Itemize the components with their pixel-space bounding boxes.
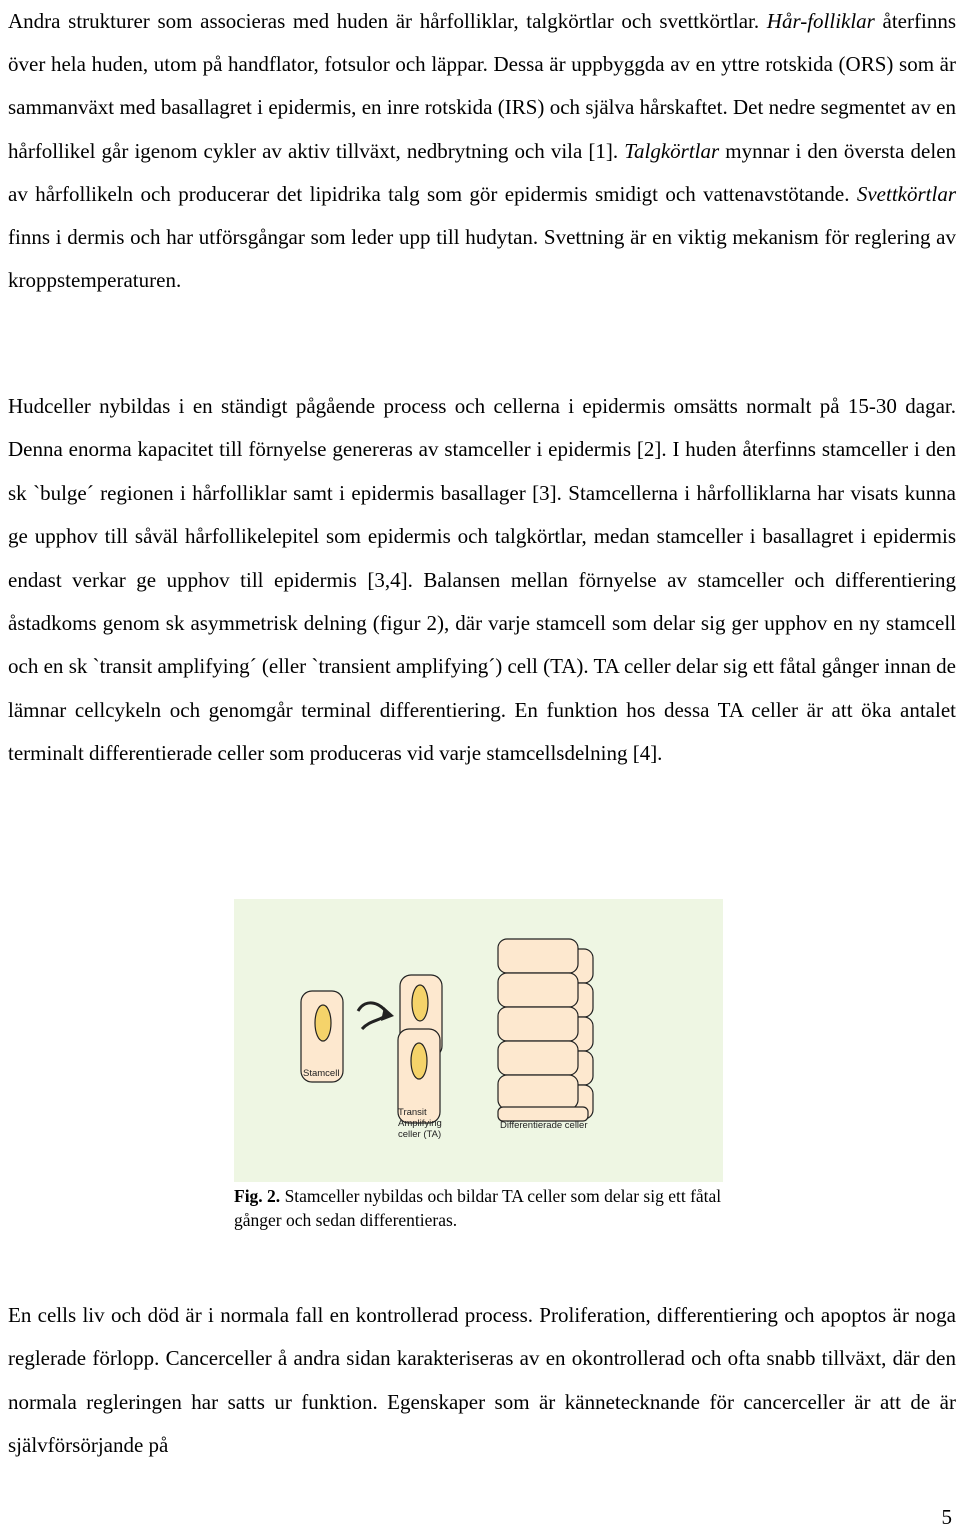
label-transit-amplifying: Transit Amplifying celler (TA) [398, 1107, 442, 1140]
cell-diagram [234, 899, 723, 1182]
figure-asymmetric-division [234, 899, 723, 1182]
term-sebaceous-glands: Talgkörtlar [624, 138, 720, 163]
differentiated-cell-stack [498, 939, 593, 1121]
term-sweat-glands: Svettkörtlar [856, 181, 956, 206]
p1-sentence-2: återfinns över hela huden, utom på handflator, fotsulor och läppar. Dessa är uppbyggda av en yttre rotskida (ORS) som är sammanväxt med basallagret i epidermis, en inre rotskida (IRS) och själva hårskaftet. [8, 9, 957, 120]
figure-caption [234, 1184, 734, 1232]
paragraph-stem-cells: Hudceller nybildas i en ständigt pågående process och cellerna i epidermis omsätts normalt på 15-30 dagar. Denna enorma kapacitet till förnyelse genereras av stamceller i epidermis [2]. I huden återfinns stamceller i den sk `bulge´ regionen i hårfolliklar samt i epidermis basallager [3]. Stamcellerna i hårfolliklarna har visats kunna ge upphov till såväl hårfollikelepitel som epidermis och talgkörtlar, medan stamceller i basallagret i epidermis endast verkar ge upphov till epidermis [3,4]. Balansen mellan förnyelse av stamceller och differentiering åstadkoms genom sk asymmetrisk delning (figur 2), där varje stamcell som delar sig ger upphov en ny stamcell och en sk `transit amplifying´ (eller `transient amplifying´) cell (TA). TA celler delar sig ett fåtal gånger innan de lämnar cellcykeln och genomgår terminal differentiering. En funktion hos dessa TA celler är att öka antalet terminalt differentierade celler som produceras vid varje stamcellsdelning [4]. [8, 394, 956, 766]
label-stem-cell: Stamcell [303, 1068, 340, 1079]
p1-sentence-3: Det nedre segmentet av en hårfollikel går igenom cykler av aktiv tillväxt, nedbrytning och vila [1]. [8, 95, 956, 163]
page-number: 5 [941, 1505, 952, 1529]
paragraph-skin-structures [8, 0, 956, 302]
term-hair-follicles: Hår-folliklar [766, 9, 875, 33]
caption-label: Fig. 2. [234, 1186, 281, 1206]
label-differentiated-cells: Differentierade celler [500, 1120, 588, 1131]
p1-sentence-4: mynnar i den översta delen av hårfollikeln och producerar det lipidrika talg som gör epidermis smidigt och vattenavstötande. [8, 138, 957, 206]
caption-text: Stamceller nybildas och bildar TA celler som delar sig ett fåtal gånger och sedan differentieras. [234, 1186, 722, 1230]
p1-sentence-5: finns i dermis och har utförsgångar som leder upp till hudytan. Svettning är en viktig mekanism för reglering av kroppstemperaturen. [8, 225, 956, 293]
division-arrow [358, 1003, 394, 1029]
p1-sentence-1: Andra strukturer som associeras med huden är hårfolliklar, talgkörtlar och svettkörtlar. [8, 9, 760, 33]
paragraph-cancer-cells: En cells liv och död är i normala fall en kontrollerad process. Proliferation, differentiering och apoptos är noga reglerade förlopp. Cancerceller å andra sidan karakteriseras av en okontrollerad och ofta snabb tillväxt, där den normala regleringen har satts ur funktion. Egenskaper som är kännetecknande för cancerceller är att de är självförsörjande på [8, 1303, 956, 1458]
